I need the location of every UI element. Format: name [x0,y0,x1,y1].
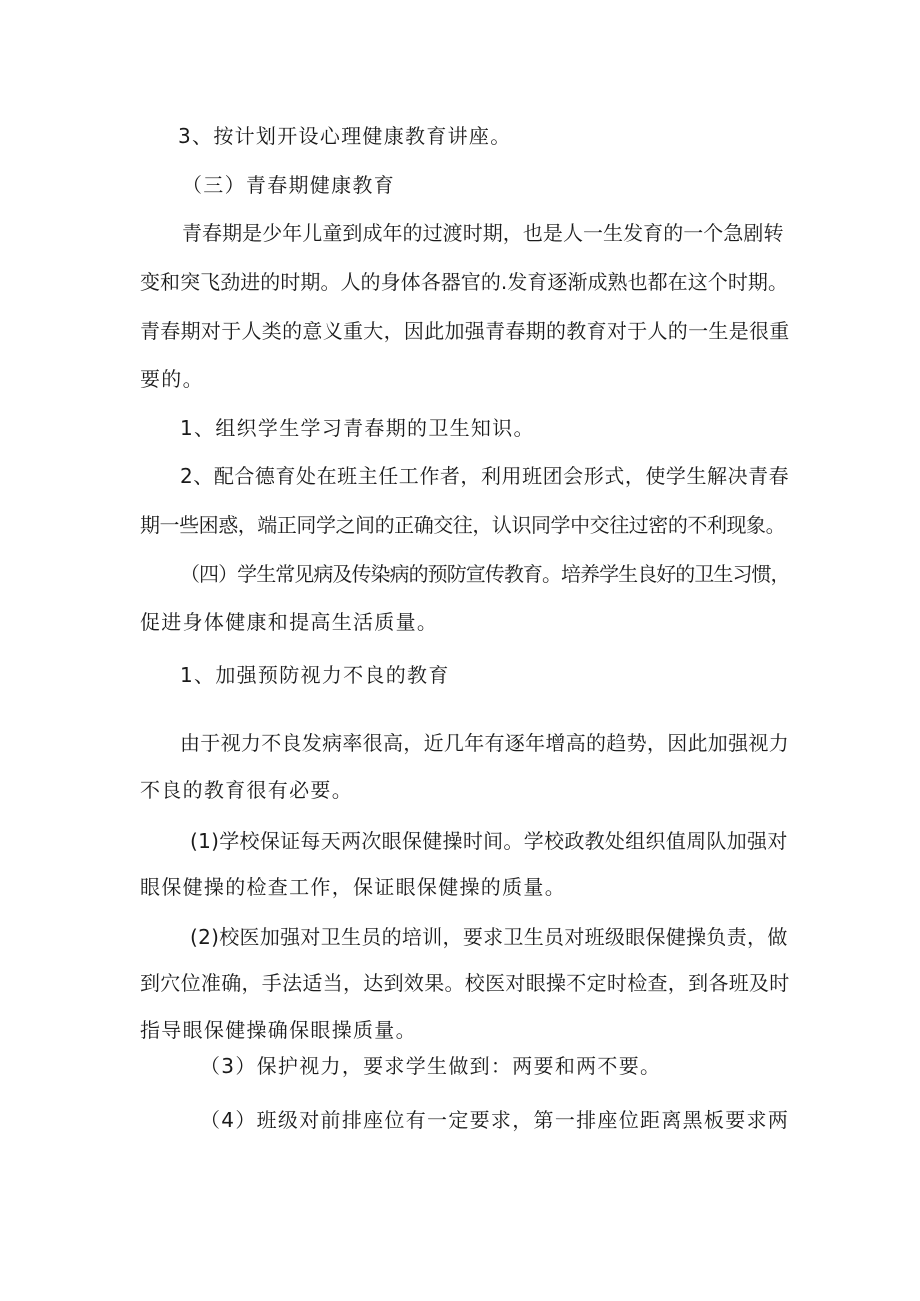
paragraph-line: 要的。 [140,367,204,391]
paragraph-line: 1、加强预防视力不良的教育 [180,663,450,687]
paragraph-line: 到穴位准确，手法适当，达到效果。校医对眼操不定时检查，到各班及时 [140,971,790,995]
paragraph-line: 变和突飞劲进的时期。人的身体各器官的.发育逐渐成熟也都在这个时期。 [140,270,789,294]
paragraph-line: 指导眼保健操确保眼操质量。 [140,1018,417,1042]
paragraph-line: (1)学校保证每天两次眼保健操时间。学校政教处组织值周队加强对 [190,829,788,853]
paragraph-line: 2、配合德育处在班主任工作者，利用班团会形式，使学生解决青春 [180,464,790,488]
paragraph-line: 不良的教育很有必要。 [140,778,353,802]
paragraph-line: 眼保健操的检查工作，保证眼保健操的质量。 [140,875,566,899]
paragraph-line: 青春期是少年儿童到成年的过渡时期，也是人一生发育的一个急剧转 [182,221,784,245]
paragraph-line: （4）班级对前排座位有一定要求，第一排座位距离黑板要求两 [200,1108,790,1132]
paragraph-line: 期一些困惑，端正同学之间的正确交往，认识同学中交往过密的不利现象。 [140,513,786,537]
section-heading: （三）青春期健康教育 [182,173,395,197]
paragraph-line: 3、按计划开设心理健康教育讲座。 [178,124,512,148]
paragraph-line: 由于视力不良发病率很高，近几年有逐年增高的趋势，因此加强视力 [180,731,789,755]
section-heading: （四）学生常见病及传染病的预防宣传教育。培养学生良好的卫生习惯， [180,562,790,586]
paragraph-line: 青春期对于人类的意义重大，因此加强青春期的教育对于人的一生是很重 [140,319,790,343]
paragraph-line: (2)校医加强对卫生员的培训，要求卫生员对班级眼保健操负责，做 [190,925,788,949]
paragraph-line: 促进身体健康和提高生活质量。 [140,610,439,634]
paragraph-line: 1、组织学生学习青春期的卫生知识。 [180,416,535,440]
paragraph-line: （3）保护视力，要求学生做到：两要和两不要。 [200,1054,662,1078]
